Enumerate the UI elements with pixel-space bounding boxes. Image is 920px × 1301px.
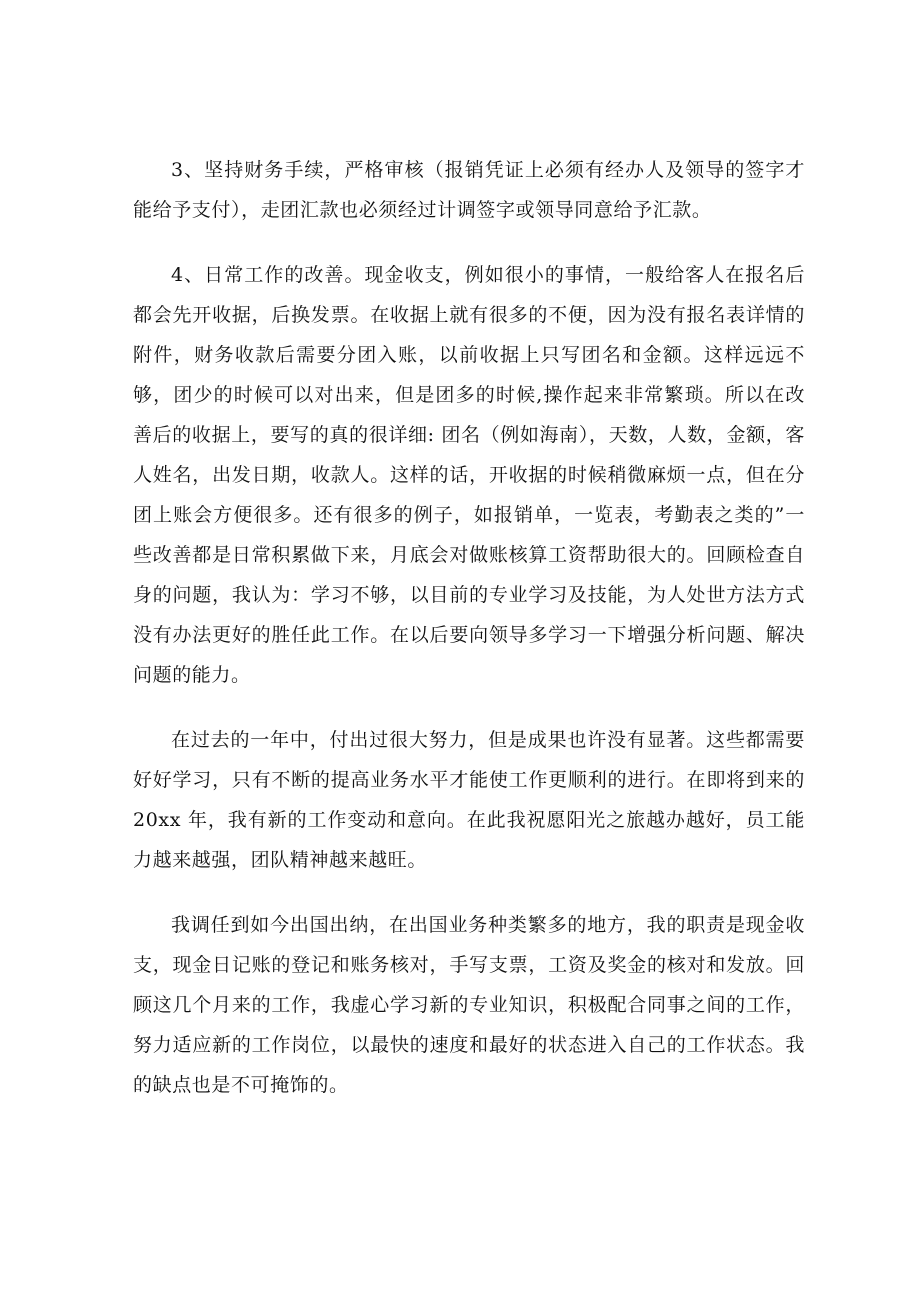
paragraph-financial-procedures: 3、坚持财务手续，严格审核（报销凭证上必须有经办人及领导的签字才能给予支付），走团汇款也必须经过计调签字或领导同意给予汇款。 [133, 159, 805, 221]
document-body [133, 150, 805, 1130]
paragraph-new-position: 我调任到如今出国出纳，在出国业务种类繁多的地方，我的职责是现金收支，现金日记账的登记和账务核对，手写支票，工资及奖金的核对和发放。回顾这几个月来的工作，我虚心学习新的专业知识，积极配合同事之间的工作，努力适应新的工作岗位，以最快的速度和最好的状态进入自己的工作状态。我的缺点也是不可掩饰的。 [133, 914, 805, 1096]
paragraph-past-year-review: 在过去的一年中，付出过很大努力，但是成果也许没有显著。这些都需要好好学习，只有不断的提高业务水平才能使工作更顺利的进行。在即将到来的 20xx 年，我有新的工作变动和意向。在此我祝愿阳光之旅越办越好，员工能力越来越强，团队精神越来越旺。 [133, 729, 805, 871]
paragraph-daily-work-improvement: 4、日常工作的改善。现金收支，例如很小的事情，一般给客人在报名后都会先开收据，后换发票。在收据上就有很多的不便，因为没有报名表详情的附件，财务收款后需要分团入账，以前收据上只写团名和金额。这样远远不够，团少的时候可以对出来，但是团多的时候,操作起来非常繁琐。所以在改善后的收据上，要写的真的很详细: 团名（例如海南），天数，人数，金额，客人姓名，出发日期，收款人。这样的话，开收据的时候稍微麻烦一点，但在分团上账会方便很多。还有很多的例子，如报销单，一览表，考勤表之类的”一些改善都是日常积累做下来，月底会对做账核算工资帮助很大的。回顾检查自身的问题，我认为：学习不够，以目前的专业学习及技能，为人处世方法方式没有办法更好的胜任此工作。在以后要向领导多学习一下增强分析问题、解决问题的能力。 [133, 264, 805, 686]
